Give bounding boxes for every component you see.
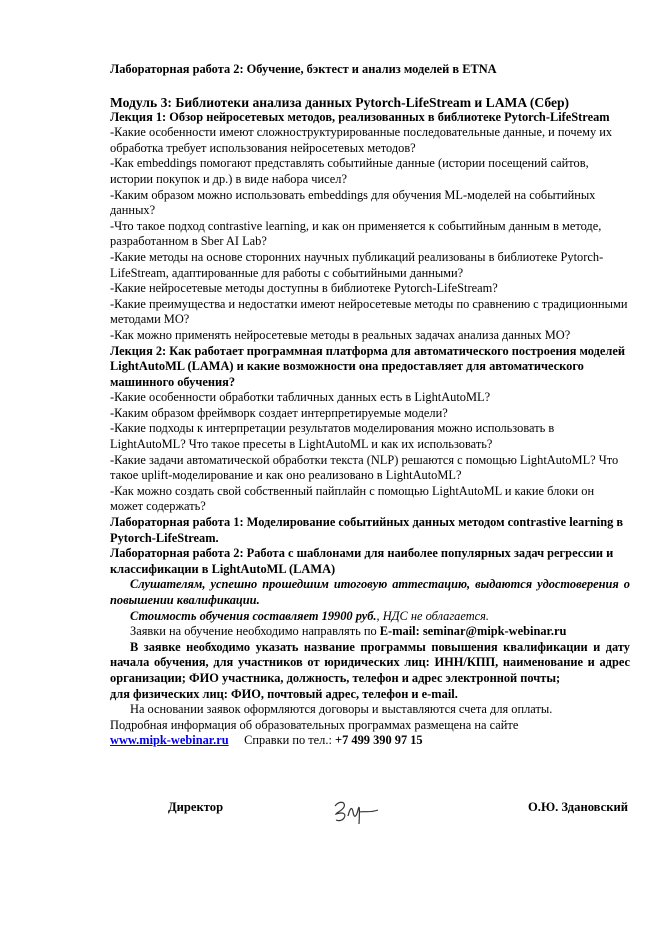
lecture-2-item: -Какие особенности обработки табличных данных есть в LightAutoML? — [110, 390, 491, 405]
document-body — [110, 62, 630, 749]
apply-email[interactable]: E-mail: seminar@mipk-webinar.ru — [379, 624, 567, 639]
info-text: Подробная информация об образовательных программах размещена на сайте — [110, 717, 519, 732]
cost-vat: , НДС не облагается. — [376, 608, 490, 623]
requirements-legal: В заявке необходимо указать название программы повышения квалификации и дату начала обучения, для участников от юридических лиц: ИНН/КПП, наименование и адрес организации; ФИО участника, должность, телефон и адрес электронной почты; — [110, 639, 630, 685]
lecture-2-item: -Как можно создать свой собственный пайплайн с помощью LightAutoML и какие блоки он может содержать? — [110, 483, 595, 514]
apply-line — [110, 624, 630, 640]
lecture-2-item: -Какие задачи автоматической обработки текста (NLP) решаются с помощью LightAutoML? Что такое uplift-моделирование и как оно реализовано в LightAutoML? — [110, 452, 619, 483]
module-title: Модуль 3: Библиотеки анализа данных Pytorch-LifeStream и LAMA (Сбер) — [110, 94, 570, 110]
lecture-2-title: Лекция 2: Как работает программная платформа для автоматического построения моделей LightAutoML (LAMA) и какие возможности она предоставляет для автоматического машинного обучения? — [110, 343, 625, 389]
lecture-1-item: -Что такое подход contrastive learning, и как он применяется к событийным данным в методе, разработанном в Sber AI Lab? — [110, 218, 602, 249]
lab-title: Лабораторная работа 2: Обучение, бэктест и анализ моделей в ETNA — [110, 62, 497, 76]
lecture-1-item: -Какие нейросетевые методы доступны в библиотеке Pytorch-LifeStream? — [110, 281, 498, 296]
director-role: Директор — [168, 800, 224, 814]
contact-line — [110, 733, 630, 749]
lecture-1-item: -Какие методы на основе сторонних научных публикаций реализованы в библиотеке Pytorch-LifeStream, адаптированные для работы с событийными данными? — [110, 249, 604, 280]
lecture-2-item: -Каким образом фреймворк создает интерпретируемые модели? — [110, 405, 448, 420]
lecture-1-title: Лекция 1: Обзор нейросетевых методов, реализованных в библиотеке Pytorch-LifeStream — [110, 109, 610, 124]
signature-block — [168, 800, 628, 840]
lecture-1-item: -Как можно применять нейросетевые методы в реальных задачах анализа данных МО? — [110, 327, 571, 342]
lecture-1-item: -Как embeddings помогают представлять событийные данные (истории посещений сайтов, истории покупок и др.) в виде набора чисел? — [110, 156, 589, 186]
certificate-note: Слушателям, успешно прошедшим итоговую аттестацию, выдаются удостоверения о повышении квалификации. — [110, 577, 630, 607]
lab-work-2: Лабораторная работа 2: Работа с шаблонами для наиболее популярных задач регрессии и классификации в LightAutoML (LAMA) — [110, 546, 614, 576]
website-link[interactable]: www.mipk-webinar.ru — [110, 733, 229, 748]
lecture-1-item: -Какие преимущества и недостатки имеют нейросетевые методы по сравнению с традиционными методами МО? — [110, 296, 628, 327]
lecture-1-item: -Какие особенности имеют сложноструктурированные последовательные данные, и почему их обработка требует использования нейросетевых методов? — [110, 125, 613, 155]
apply-text: Заявки на обучение необходимо направлять по — [130, 624, 380, 639]
info-line — [110, 718, 630, 734]
contracts-note: На основании заявок оформляются договоры и выставляются счета для оплаты. — [130, 702, 553, 717]
cost-line — [110, 609, 630, 625]
lecture-2-item: -Какие подходы к интерпретации результатов моделирования можно использовать в LightAutoML? Что такое пресеты в LightAutoML и как их использовать? — [110, 421, 555, 452]
phone-number: +7 499 390 97 15 — [335, 733, 423, 748]
lab-work-1: Лабораторная работа 1: Моделирование событийных данных методом contrastive learning в Pytorch-LifeStream. — [110, 515, 624, 545]
cost-amount: Стоимость обучения составляет 19900 руб. — [130, 608, 377, 623]
handwritten-signature-icon — [332, 794, 380, 828]
director-name: О.Ю. Здановский — [528, 800, 628, 814]
requirements-individual: для физических лиц: ФИО, почтовый адрес, телефон и e-mail. — [110, 686, 458, 701]
phone-label: Справки по тел.: — [244, 733, 332, 748]
lecture-1-item: -Каким образом можно использовать embeddings для обучения ML-моделей на событийных данных? — [110, 187, 596, 218]
